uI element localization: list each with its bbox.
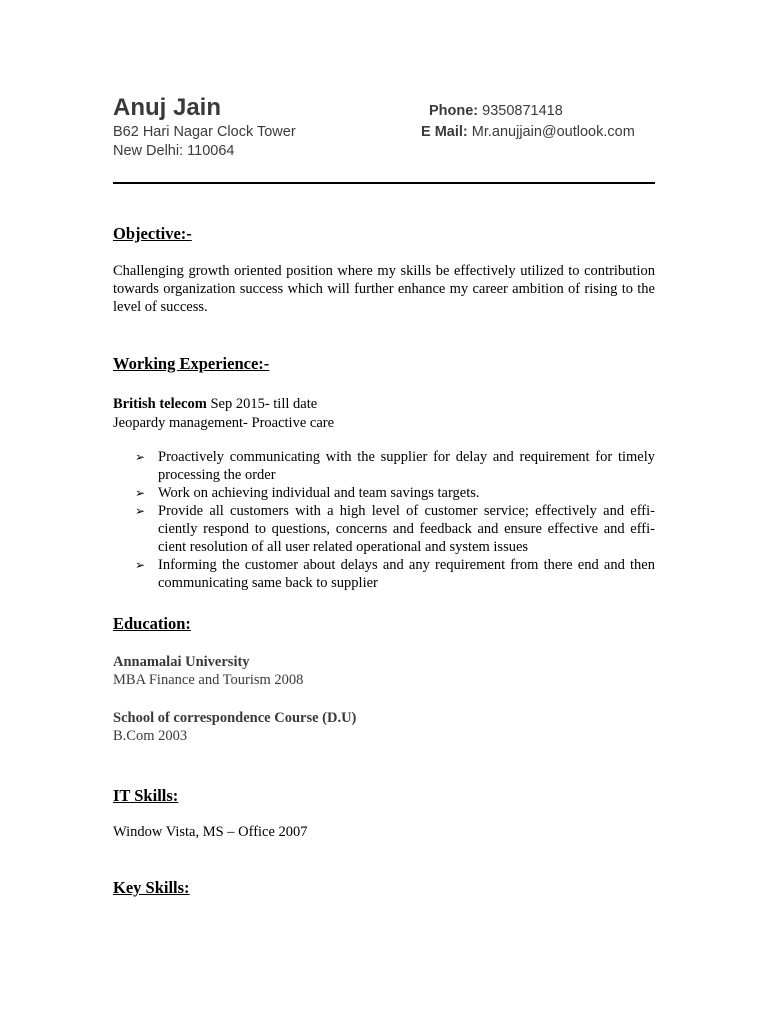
- bullet-text: Informing the customer about delays and any requirement from there end and then communicating same back to supplier: [158, 557, 655, 591]
- objective-text: Challenging growth oriented position where my skills be effectively utilized to contribution towards organization success which will further enhance my career ambition of rising to the level of success.: [113, 263, 655, 315]
- education-institution-2: School of correspondence Course (D.U): [113, 710, 357, 726]
- email-row: [421, 124, 635, 141]
- candidate-name: Anuj Jain: [113, 94, 222, 121]
- experience-period: Sep 2015- till date: [206, 396, 318, 412]
- phone-value: 9350871418: [482, 103, 563, 119]
- objective-heading: Objective:-: [113, 224, 192, 243]
- education-heading: Education:: [113, 614, 191, 633]
- bullet-text: Proactively communicating with the supplier for delay and requirement for timely processing the order: [158, 449, 655, 483]
- experience-company-line: [113, 395, 317, 413]
- experience-heading: Working Experience:-: [113, 354, 270, 373]
- it-skills-text: Window Vista, MS – Office 2007: [113, 824, 308, 840]
- key-skills-heading: Key Skills:: [113, 878, 190, 897]
- list-item: [113, 484, 655, 502]
- experience-company: British telecom: [113, 396, 207, 412]
- list-item: [113, 556, 655, 592]
- education-degree-1: MBA Finance and Tourism 2008: [113, 672, 304, 688]
- address-line-2: New Delhi: 110064: [113, 143, 235, 159]
- address-line-1: B62 Hari Nagar Clock Tower: [113, 124, 296, 140]
- list-item: [113, 448, 655, 484]
- arrow-bullet-icon: ➢: [135, 504, 146, 518]
- email-value: Mr.anujjain@outlook.com: [471, 124, 635, 140]
- bullet-text: Work on achieving individual and team savings targets.: [158, 485, 480, 501]
- experience-role: Jeopardy management- Proactive care: [113, 415, 335, 431]
- experience-bullet-list: [113, 448, 655, 592]
- arrow-bullet-icon: ➢: [135, 558, 146, 572]
- phone-row: [429, 103, 563, 120]
- it-skills-heading: IT Skills:: [113, 786, 179, 805]
- email-label: E Mail:: [421, 124, 468, 140]
- header-divider: [113, 182, 655, 184]
- arrow-bullet-icon: ➢: [135, 450, 146, 464]
- list-item: [113, 502, 655, 556]
- education-institution-1: Annamalai University: [113, 654, 250, 670]
- bullet-text: Provide all customers with a high level of customer service; effectively and effi-ciently respond to questions, concerns and feedback and ensure effective and effi-cient resolution of all user related operational and system issues: [158, 503, 655, 555]
- education-degree-2: B.Com 2003: [113, 728, 188, 744]
- arrow-bullet-icon: ➢: [135, 486, 146, 500]
- phone-label: Phone:: [429, 103, 479, 119]
